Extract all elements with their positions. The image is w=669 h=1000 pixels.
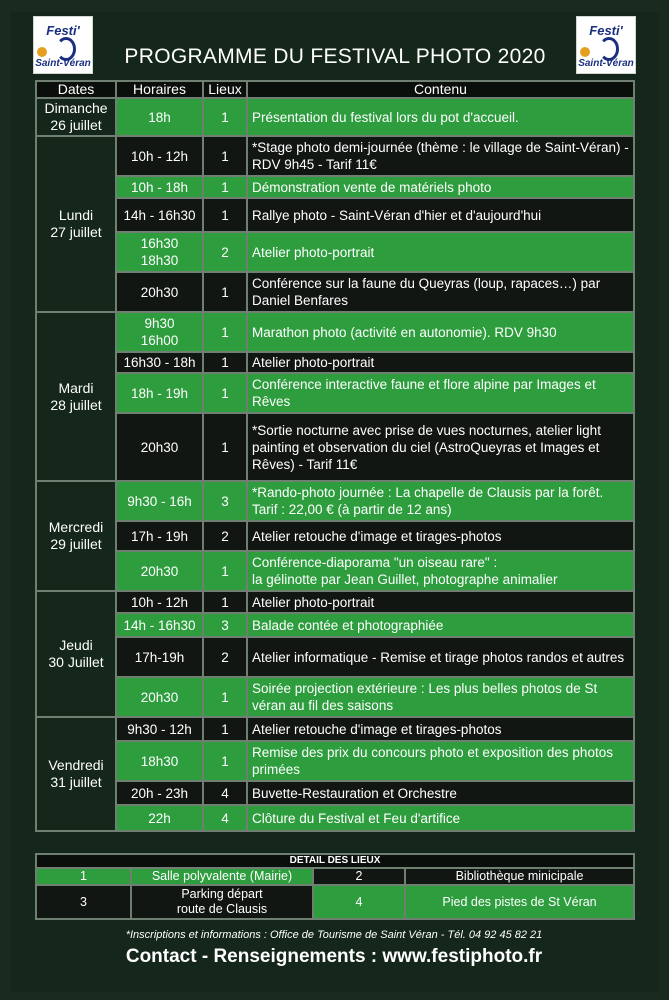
event-time: 17h-19h bbox=[116, 637, 203, 677]
event-time: 20h - 23h bbox=[116, 781, 203, 805]
event-lieu: 1 bbox=[203, 136, 247, 176]
logo-text-festi: Festi' bbox=[589, 23, 623, 38]
event-lieu: 1 bbox=[203, 98, 247, 136]
event-time: 14h - 16h30 bbox=[116, 198, 203, 232]
event-lieu: 1 bbox=[203, 373, 247, 413]
program-row bbox=[36, 272, 634, 312]
event-lieu: 1 bbox=[203, 741, 247, 781]
event-time: 17h - 19h bbox=[116, 521, 203, 551]
program-row bbox=[36, 717, 634, 741]
event-lieu: 3 bbox=[203, 613, 247, 637]
logo-text-festi: Festi' bbox=[46, 23, 80, 38]
program-row bbox=[36, 613, 634, 637]
header-contenu: Contenu bbox=[247, 81, 634, 98]
event-time: 22h bbox=[116, 805, 203, 831]
program-row bbox=[36, 198, 634, 232]
lieu-name: Bibliothèque minicipale bbox=[405, 868, 634, 885]
program-row bbox=[36, 413, 634, 481]
program-row bbox=[36, 781, 634, 805]
logo-sun-icon bbox=[37, 47, 47, 57]
event-time: 10h - 12h bbox=[116, 591, 203, 613]
event-description: Balade contée et photographiée bbox=[247, 613, 634, 637]
event-description: Atelier photo-portrait bbox=[247, 352, 634, 373]
event-description: Atelier retouche d'image et tirages-photos bbox=[247, 717, 634, 741]
event-time: 20h30 bbox=[116, 677, 203, 717]
festival-logo-right bbox=[576, 16, 636, 74]
event-time: 20h30 bbox=[116, 272, 203, 312]
day-date: Lundi 27 juillet bbox=[36, 136, 116, 312]
inscriptions-note: *Inscriptions et informations : Office de Tourisme de Saint Véran - Tél. 04 92 45 82 21 bbox=[125, 929, 543, 941]
event-lieu: 1 bbox=[203, 413, 247, 481]
event-time: 14h - 16h30 bbox=[116, 613, 203, 637]
event-description: *Sortie nocturne avec prise de vues nocturnes, atelier light painting et observation du ciel (AstroQueyras et Images et Rêves) - Tarif 11€ bbox=[247, 413, 634, 481]
logo-sun-icon bbox=[580, 47, 590, 57]
festival-logo-left bbox=[33, 16, 93, 74]
event-description: Marathon photo (activité en autonomie). RDV 9h30 bbox=[247, 312, 634, 352]
event-description: Conférence interactive faune et flore alpine par Images et Rêves bbox=[247, 373, 634, 413]
lieu-number: 3 bbox=[36, 885, 131, 919]
event-description: Rallye photo - Saint-Véran d'hier et d'aujourd'hui bbox=[247, 198, 634, 232]
event-lieu: 1 bbox=[203, 176, 247, 198]
lieu-name: Pied des pistes de St Véran bbox=[405, 885, 634, 919]
day-date: Mardi 28 juillet bbox=[36, 312, 116, 481]
event-time: 20h30 bbox=[116, 413, 203, 481]
event-time: 20h30 bbox=[116, 551, 203, 591]
lieux-row bbox=[36, 868, 634, 885]
program-row bbox=[36, 591, 634, 613]
event-time: 18h bbox=[116, 98, 203, 136]
event-description: Buvette-Restauration et Orchestre bbox=[247, 781, 634, 805]
program-row bbox=[36, 521, 634, 551]
logo-text-saint-veran: Saint-Véran bbox=[35, 58, 91, 69]
event-lieu: 3 bbox=[203, 481, 247, 521]
event-lieu: 2 bbox=[203, 637, 247, 677]
event-description: Atelier photo-portrait bbox=[247, 591, 634, 613]
program-row bbox=[36, 352, 634, 373]
event-lieu: 1 bbox=[203, 591, 247, 613]
lieux-row bbox=[36, 885, 634, 919]
program-table bbox=[35, 80, 635, 832]
event-description: Démonstration vente de matériels photo bbox=[247, 176, 634, 198]
lieu-number: 4 bbox=[313, 885, 405, 919]
day-date: Jeudi 30 Juillet bbox=[36, 591, 116, 717]
event-time: 9h30 - 16h bbox=[116, 481, 203, 521]
day-date: Mercredi 29 juillet bbox=[36, 481, 116, 591]
event-description: Conférence sur la faune du Queyras (loup, rapaces…) par Daniel Benfares bbox=[247, 272, 634, 312]
event-lieu: 2 bbox=[203, 232, 247, 272]
event-description: Remise des prix du concours photo et exposition des photos primées bbox=[247, 741, 634, 781]
day-date: Vendredi 31 juillet bbox=[36, 717, 116, 831]
lieux-header-row bbox=[36, 854, 634, 868]
header-horaires: Horaires bbox=[116, 81, 203, 98]
event-description: Conférence-diaporama "un oiseau rare" : la gélinotte par Jean Guillet, photographe animalier bbox=[247, 551, 634, 591]
program-row bbox=[36, 481, 634, 521]
program-row bbox=[36, 551, 634, 591]
event-description: Atelier photo-portrait bbox=[247, 232, 634, 272]
event-description: *Stage photo demi-journée (thème : le village de Saint-Véran) - RDV 9h45 - Tarif 11€ bbox=[247, 136, 634, 176]
program-row bbox=[36, 176, 634, 198]
program-row bbox=[36, 677, 634, 717]
event-description: *Rando-photo journée : La chapelle de Clausis par la forêt. Tarif : 22,00 € (à partir de 12 ans) bbox=[247, 481, 634, 521]
event-lieu: 2 bbox=[203, 521, 247, 551]
program-row bbox=[36, 312, 634, 352]
program-row bbox=[36, 232, 634, 272]
header-lieux: Lieux bbox=[203, 81, 247, 98]
event-time: 16h30 18h30 bbox=[116, 232, 203, 272]
event-lieu: 1 bbox=[203, 272, 247, 312]
event-description: Clôture du Festival et Feu d'artifice bbox=[247, 805, 634, 831]
lieu-number: 2 bbox=[313, 868, 405, 885]
day-date: Dimanche 26 juillet bbox=[36, 98, 116, 136]
event-lieu: 1 bbox=[203, 352, 247, 373]
event-time: 16h30 - 18h bbox=[116, 352, 203, 373]
event-description: Atelier retouche d'image et tirages-photos bbox=[247, 521, 634, 551]
event-description: Atelier informatique - Remise et tirage photos randos et autres bbox=[247, 637, 634, 677]
lieu-name: Salle polyvalente (Mairie) bbox=[131, 868, 313, 885]
lieux-title: DETAIL DES LIEUX bbox=[36, 854, 634, 868]
event-lieu: 1 bbox=[203, 677, 247, 717]
lieux-table bbox=[35, 853, 635, 920]
event-time: 9h30 16h00 bbox=[116, 312, 203, 352]
header-dates: Dates bbox=[36, 81, 116, 98]
event-time: 10h - 18h bbox=[116, 176, 203, 198]
event-description: Présentation du festival lors du pot d'accueil. bbox=[247, 98, 634, 136]
event-time: 9h30 - 12h bbox=[116, 717, 203, 741]
program-row bbox=[36, 136, 634, 176]
event-lieu: 1 bbox=[203, 312, 247, 352]
event-lieu: 4 bbox=[203, 805, 247, 831]
event-lieu: 4 bbox=[203, 781, 247, 805]
event-time: 18h - 19h bbox=[116, 373, 203, 413]
contact-line: Contact - Renseignements : www.festiphoto.fr bbox=[125, 946, 543, 967]
event-time: 18h30 bbox=[116, 741, 203, 781]
event-time: 10h - 12h bbox=[116, 136, 203, 176]
lieu-name: Parking départ route de Clausis bbox=[131, 885, 313, 919]
event-lieu: 1 bbox=[203, 551, 247, 591]
program-row bbox=[36, 98, 634, 136]
event-lieu: 1 bbox=[203, 717, 247, 741]
event-description: Soirée projection extérieure : Les plus belles photos de St véran au fil des saisons bbox=[247, 677, 634, 717]
program-row bbox=[36, 373, 634, 413]
page-title: PROGRAMME DU FESTIVAL PHOTO 2020 bbox=[124, 45, 546, 68]
table-header-row bbox=[36, 81, 634, 98]
program-row bbox=[36, 805, 634, 831]
program-row bbox=[36, 741, 634, 781]
logo-text-saint-veran: Saint-Véran bbox=[578, 58, 634, 69]
program-body bbox=[36, 98, 634, 831]
lieu-number: 1 bbox=[36, 868, 131, 885]
event-lieu: 1 bbox=[203, 198, 247, 232]
program-row bbox=[36, 637, 634, 677]
